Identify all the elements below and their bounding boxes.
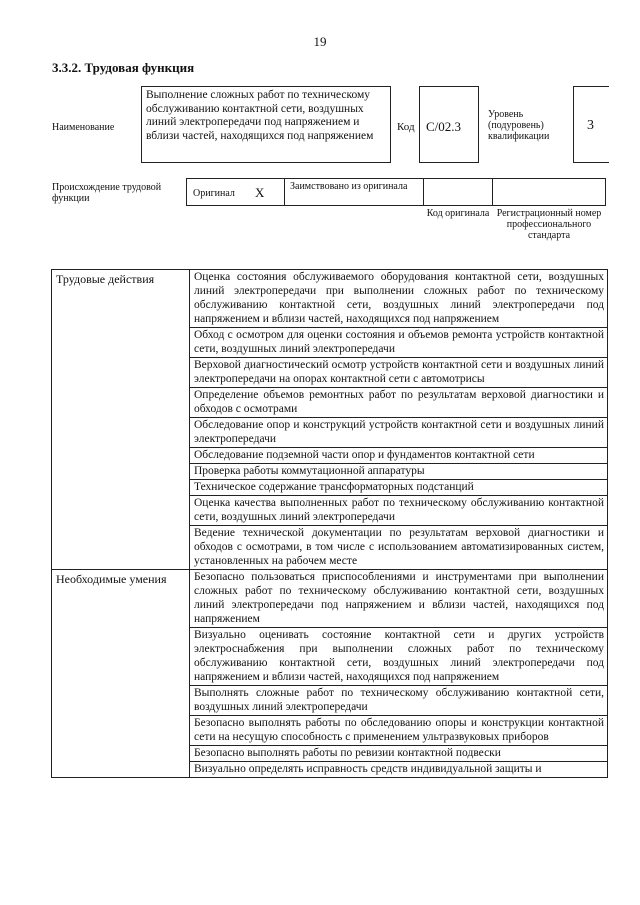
category-cell: Необходимые умения (52, 570, 190, 778)
origin-box (186, 178, 606, 206)
origin-divider-1 (284, 179, 285, 205)
origin-divider-2 (423, 179, 424, 205)
table-row (52, 570, 608, 628)
table-cell: Визуально оценивать состояние контактной сети и других устройств электроснабжения при выполнении сложных работ по техническому обслуживанию контактной сети, воздушных линий электропередачи под напряжением и вблизи частей, находящихся под напряжением (190, 628, 608, 686)
table-cell: Верховой диагностический осмотр устройств контактной сети и воздушных линий электропередачи на опорах контактной сети с автомотрисы (190, 358, 608, 388)
code-value: С/02.3 (426, 119, 462, 134)
origin-divider-3 (492, 179, 493, 205)
table-cell: Обследование подземной части опор и фундаментов контактной сети (190, 448, 608, 464)
table-row (52, 270, 608, 328)
level-value: 3 (587, 118, 594, 133)
section-title: 3.3.2. Трудовая функция (52, 60, 195, 75)
origin-original-label: Оригинал (193, 188, 235, 199)
table-cell: Проверка работы коммутационной аппаратуры (190, 464, 608, 480)
name-label: Наименование (52, 122, 115, 133)
table-cell: Визуально определять исправность средств индивидуальной защиты и (190, 762, 608, 778)
origin-label: Происхождение трудовой функции (52, 182, 162, 204)
table-cell: Определение объемов ремонтных работ по результатам верховой диагностики и обходов с осмотрами (190, 388, 608, 418)
name-value: Выполнение сложных работ по техническому обслуживанию контактной сети, воздушных линий электропередачи под напряжением и вблизи частей, находящихся под напряжением (146, 89, 374, 142)
table-cell: Обход с осмотром для оценки состояния и объемов ремонта устройств контактной сети, воздушных линий электропередачи (190, 328, 608, 358)
table-cell: Безопасно выполнять работы по обследованию опоры и конструкции контактной сети на несущую способность с применением ультразвуковых приборов (190, 716, 608, 746)
table-cell: Оценка качества выполненных работ по техническому обслуживанию контактной сети, воздушных линий электропередачи (190, 496, 608, 526)
code-original-caption: Код оригинала (426, 208, 490, 219)
table-cell: Ведение технической документации по результатам верховой диагностики и обходов с осмотрами, в том числе с использованием автоматизированных систем, установленных на рабочем месте (190, 526, 608, 570)
origin-borrowed-label: Заимствовано из оригинала (290, 181, 408, 192)
table-cell: Выполнять сложные работ по техническому обслуживанию контактной сети, воздушных линий электропередачи (190, 686, 608, 716)
table-cell: Оценка состояния обслуживаемого оборудования контактной сети, воздушных линий электропередачи при выполнении сложных работ по техническому обслуживанию контактной сети, воздушных линий электропередачи под напряжением и вблизи частей, находящихся под напряжением (190, 270, 608, 328)
page-number: 19 (313, 34, 327, 49)
table-cell: Обследование опор и конструкций устройств контактной сети и воздушных линий электропередачи (190, 418, 608, 448)
level-value-box (573, 86, 609, 163)
reg-number-caption: Регистрационный номер профессионального стандарта (496, 208, 602, 241)
category-cell: Трудовые действия (52, 270, 190, 570)
code-value-box (419, 86, 479, 163)
functions-table (51, 269, 608, 778)
table-cell: Безопасно пользоваться приспособлениями и инструментами при выполнении сложных работ по техническому обслуживанию контактной сети, воздушных линий электропередачи под напряжением и вблизи частей, находящихся под напряжением (190, 570, 608, 628)
level-label: Уровень (подуровень) квалификации (488, 109, 550, 142)
table-cell: Техническое содержание трансформаторных подстанций (190, 480, 608, 496)
name-value-box (141, 86, 391, 163)
origin-original-mark: X (255, 185, 265, 200)
code-label: Код (397, 121, 415, 133)
table-cell: Безопасно выполнять работы по ревизии контактной подвески (190, 746, 608, 762)
